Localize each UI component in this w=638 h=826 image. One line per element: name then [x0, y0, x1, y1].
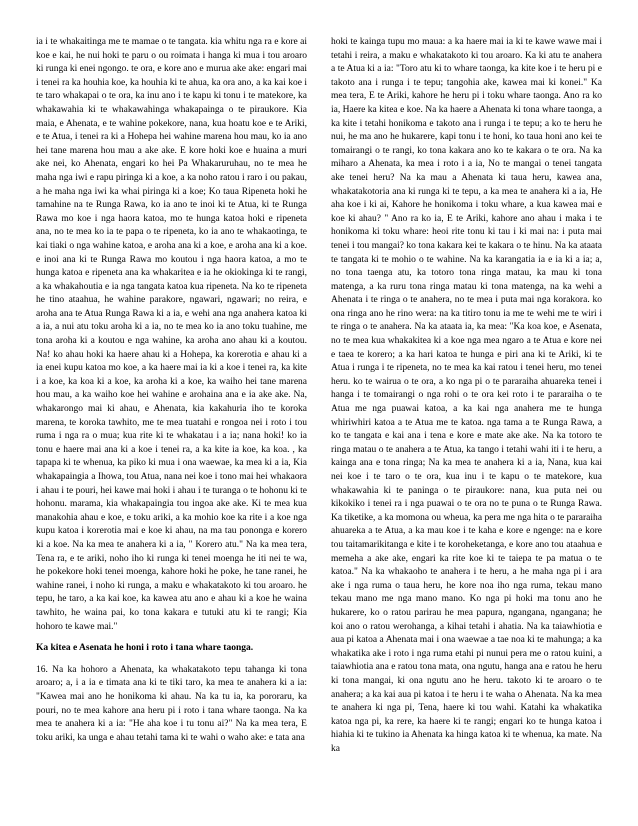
- left-column: [36, 36, 307, 808]
- body-paragraph: ia i te whakaitinga me te mamae o te tangata. kia whitu nga ra e kore ai koe e kai, he nui hoki te paru o ou roimata i hanga ki mua i tou aroaro ki runga ki enei ngongo. te ora, e kore ano e murua ake ake: engari mai i tenei ra ka houhia koe, ka houhia ki te ahua, ka ora ano, a ka kai koe i te taro whakapai o te ora, ka inu ano i te kapu ki tonu i te matekore, ka whakawahia ki te whakawahinga whakapainga o te piraukore. Kia maia, e Ahenata, e te wahine pokekore, nana, kua hoatu koe e te Ariki, e te Atua, i tenei ra ki a Hohepa hei wahine marena hou mau, ko ia ano hei tane marena hou mau a ake ake. E kore hoki koe e huaina a muri ake nei, ko Ahenata, engari ko hei Pa Whakaruruhau, no te mea he maha nga iwi e rapu piringa ki a koe, a ka noho ratou i raro i ou pakau, a he maha nga iwi ka whai piringa ki a koe; Ko taua Ripeneta hoki he tamahine na te Runga Rawa, ko ia ano te inoi ki te Atua, ki te Runga Rawa mo koe i nga haora katoa, mo te hunga katoa hoki e ripeneta ana, no te mea ko ia te papa o te ripeneta, ko ia ano te whakaotinga, te kai tiaki o nga wahine katoa, e aroha ana ki a koe, e aroha ana ki a koe. e inoi ana ki te Runga Rawa mo koutou i nga haora katoa, a mo te hunga katoa e ripeneta ana ka whakaritea e ia he okiokinga ki te rangi, a ka whakahoutia e ia nga tangata katoa kua ripeneta. Na ko te ripeneta he tino ataahua, he wahine parakore, ngawari, ngawari; no reira, e aroha ana te Atua Runga Rawa ki a ia, e wehi ana nga anahera katoa ki a ia, a nui atu toku aroha ki a ia, no te mea ko ia ano toku tuahine, me tona aroha ki a koutou e nga wahine, ka aroha ano ahau ki a koutou. Na! ko ahau hoki ka haere ahau ki a Hohepa, ka korerotia e ahau ki a ia enei kupu katoa mo koe, a ka haere mai ia ki a koe i tenei ra, ka kite i a koe, ka koa ki a koe, ka aroha ki a koe, ka waiho hei tane marena hou mau, a ka waiho koe hei wahine e arohaina ana e ia ake ake. Na, whakarongo mai ki ahau, e Ahenata, kia kakahuria iho te koroka marena, te koroka tawhito, me te mea tuatahi e rongoa nei i roto i tou ruma i nga ra o mua; kua rite ki te whakatau i a ia; nana hoki! ko ia tonu e haere mai ana ki a koe i tenei ra, a ka kite ia koe, ka koa. , ka tapapa ki te whenua, ka piko ki mua i ona waewae, ka mea ki a ia, Kia whakapaingia a Ihowa, tou Atua, nana nei koe i tono mai hei whakaora i ahau i te pouri, hei kawe mai hoki i ahau i te turanga o te hohonu ki te hohonu. marama, kia whakapaingia tou ingoa ake ake. Ki te mea kua manakohia ahau e koe, e toku ariki, a ka mohio koe ka rite i a koe nga kupu katoa i korerotia mai e koe ki ahau, na ma tau pononga e korero ki a koe. Na ka mea te anahera ki a ia, " Korero atu." Na ka mea tera, Tena ra, e te ariki, noho iho ki runga ki tenei moenga he iti nei te wa, he pokekore hoki tenei moenga, kahore hoki he poke, he tane ranei, he wahine ranei, i noho ki runga, a maku e whakatakoto ki tou aroaro. he tepu, he taro, a ka kai koe, ka kawea atu ano e ahau ki a koe he waina tawhito, he waina pai, ko tona kakara e tutuki atu ki te rangi; Kia hohoro te kawe mai.": [36, 37, 307, 632]
- section-heading: Ka kitea e Asenata he honi i roto i tana whare taonga.: [36, 643, 254, 654]
- body-paragraph: 16. Na ka hohoro a Ahenata, ka whakatakoto tepu tahanga ki tona aroaro; a, i a ia e timata ana ki te tiki taro, ka mea te anahera ki a ia: "Kawea mai ano he honikoma ki ahau. Na ka tu ia, ka pororaru, ka pouri, no te mea kahore ana heru pi i roto i tana whare taonga. Na ka mea te anahera ki a ia: "He aha koe i tu tonu ai?" Na ka mea tera, E toku ariki, ka unga e ahau tetahi tama ki te wahi o waho ake: e tata ana: [36, 664, 307, 743]
- body-paragraph: hoki te kainga tupu mo maua: a ka haere mai ia ki te kawe wawe mai i tetahi i reira, a maku e whakatakoto ki tou aroaro. Ka ki atu te anahera a te Atua ki a ia: "Toro atu ki to whare taonga, ka kite koe i te heru pi e takoto ana i runga i te tepu; tangohia ake, kawea mai ki konei." Ka mea tera, E te Ariki, kahore he heru pi i toku whare taonga. Ano ra ko ia, Haere ka kitea e koe. Na ka haere a Ahenata ki tona whare taonga, a ka kite i tetahi honikoma e takoto ana i runga i te tepu; a ko te heru he nui, he ma ano he hukarere, kapi tonu i te honi, ko taua honi ano kei te tomairangi o te rangi, ko tona kakara ano ko te kakara o te ora. Na ka miharo a Ahenata, ka mea i roto i a ia, No te mangai o tenei tangata ake tenei heru? Na ka mau a Ahenata ki taua heru, kawea ana, whakatakotoria ana ki runga ki te tepu, a ka mea te anahera ki a ia, He aha koe i ki ai, Kahore he honikoma i toku whare, a kua kawea mai e koe ki ahau? " Ano ra ko ia, E te Ariki, kahore ano ahau i maka i te honikoma ki toku whare: heoi rite tonu ki tau i ki mai na: i puta mai tenei i tou mangai? ko tona kakara kei te kakara o te hinu. Na ka ataata te tangata ki te mohio o te wahine. Na ka karangatia ia e ia ki a ia; a, no tona taenga atu, ka totoro tona ringa matau, ka mau ki tona matenga, a ka ruru tona ringa matau ki tona matenga, na ka wehi a Ahenata i te ringa o te anahera, no te mea i puta mai nga korakora. ko ona ringa ano he rino wera: na ka titiro tonu ia me te wehi me te wiri i te ringa o te anahera. Na ka ataata ia, ka mea: "Ka koa koe, e Asenata, no te mea kua whakakitea ki a koe nga mea ngaro a te Atua e kore nei e taea te korero; a ka hari katoa te hunga e piri ana ki te Ariki, ki te Atua i runga i te ripeneta, no te mea ka kai ratou i tenei heru, mo tenei heru. ko te wairua o te ora, a ko nga pi o te pararaiha ahuareka tenei i hanga i te tomairangi o nga rohi o te ora kei roto i te pararaiha o te Atua me nga puawai katoa, a ka kai nga anahera me te hunga whiriwhiri katoa a te Atua me te katoa. nga tama a te Runga Rawa, a ko te tangata e kai ana i tena e kore e mate ake ake. Na ka totoro te ringa matau o te anahera a te Atua, ka tango i tetahi wahi iti i te heru, a kainga ana e tona ringa; Na ka mea te anahera ki a ia, Nana, kua kai nei koe i te taro o te ora, kua inu i te kapu o te matekore, kua whakawahia ki te paninga o te piraukore: nana, kua puta nei ou kikokiko i tenei ra i nga puawai o te ora no te puna o te Runga Rawa. Ka tiketike, a ka momona ou wheua, ka pera me nga hita o te pararaiha ahuareka a te Atua, a ka mau koe i te kaha e kore e ngenge: na e kore tou taitamarikitanga e kite i te koroheketanga, e kore ano tou ataahua e memeha a ake ake, engari ka rite koe ki te taiepa te pa matua o te katoa." Na ka whakaoho te anahera i te heru, a he maha nga pi i ara ake i nga ruma o taua heru, he kore noa iho nga ruma, tekau mano tekau mano me nga mano mano. Ko nga pi hoki ma tonu ano he hukarere, ko o ratou parirau he mea papura, ngangana, ngangana; he koi ano o ratou werohanga, a kihai tetahi i ahatia. Na ka taiawhiotia e aua pi katoa a Ahenata mai i ona waewae a tae noa ki te mahunga; a ka whakatika ake i roto i nga ruma etahi pi nunui pera me o ratou kuini, a taiawhiotia ana e ratou tona mata, ona ngutu, hanga ana e ratou he heru ki tona mangai, ki ona ngutu ano he heru. takoto ki te aroaro o te anahera; a ka kai aua pi katoa i te heru i te waha o Ahenata. Na ka mea te anahera ki nga pi, Tena, haere ki tou wahi. Katahi ka whakatika katoa nga pi, ka rere, ka haere ki te rangi; engari ko te hunga katoa i hiahia ki te tukino ia Ahenata ka hinga katoa ki te whenua, ka mate. Na ka: [331, 37, 602, 754]
- right-column: [331, 36, 602, 808]
